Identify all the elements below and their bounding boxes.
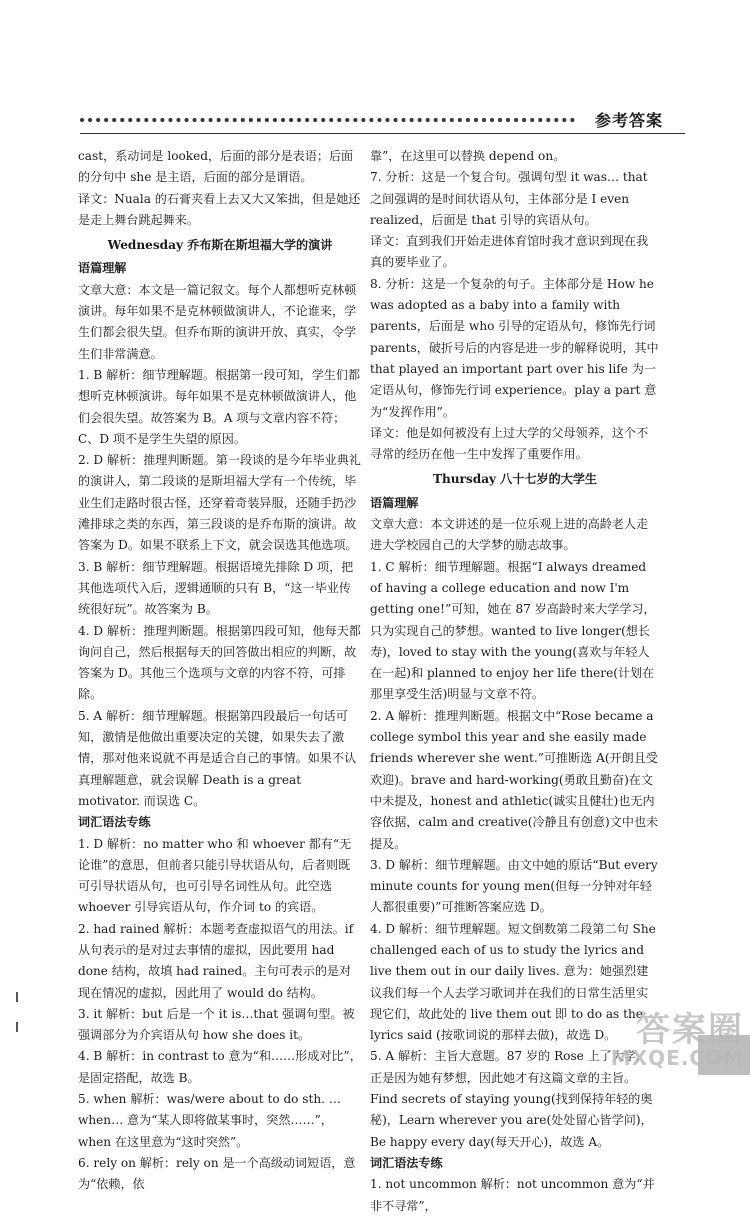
answer-paragraph: 5. A 解析：主旨大意题。87 岁的 Rose 上了大学，正是因为她有梦想，因此她才有这篇文章的主旨。Find secrets of staying young(找到保持年轻的奥秘)，Learn wherever you are(处处留心皆学问)，Be happy every day(每天开心)，故选 A。 — [370, 1049, 653, 1149]
section-heading: 语篇理解 — [370, 495, 419, 510]
watermark-text: 答案圈 — [636, 1010, 744, 1050]
answer-paragraph: 4. D 解析：推理判断题。根据第四段可知，他每天都询问自己，然后根据每天的回答做出相应的判断，故答案为 D。其他三个选项与文章的内容不符，可排除。 — [78, 623, 361, 702]
answer-paragraph: 1. D 解析：no matter who 和 whoever 都有“无论谁”的意思，但前者只能引导状语从句，后者则既可引导状语从句，也可引导名词性从句。此空选 whoever 引导宾语从句，作介词 to 的宾语。 — [78, 836, 352, 915]
answer-paragraph: 2. had rained 解析：本题考查虚拟语气的用法。if 从句表示的是对过去事情的虚拟，因此要用 had done 结构，故填 had rained。主句可表示的是对现在情况的虚拟，因此用了 would do 结构。 — [78, 921, 354, 1000]
section-heading: 语篇理解 — [78, 261, 127, 276]
margin-mark — [16, 992, 18, 1002]
answer-paragraph: 5. when 解析：was/were about to do sth. … when… 意为“某人即将做某事时，突然……”，when 在这里意为“这时突然”。 — [78, 1092, 341, 1149]
answer-paragraph: 文章大意：本文是一篇记叙文。每个人都想听克林顿演讲。每年如果不是克林顿做演讲人，不论谁来，学生们都会很失望。但乔布斯的演讲开放、真实，令学生们非常满意。 — [78, 282, 357, 361]
watermark-logo — [594, 1010, 744, 1073]
answer-paragraph: 1. not uncommon 解析：not uncommon 意为“并非不寻常”， — [370, 1177, 655, 1213]
answer-paragraph: 3. B 解析：细节理解题。根据语境先排除 D 项，把其他选项代入后，逻辑通顺的只有 B，“这一毕业传统很好玩”。故答案为 B。 — [78, 559, 354, 617]
answer-paragraph: 译文：直到我们开始走进体育馆时我才意识到现在我真的要毕业了。 — [370, 234, 649, 270]
section-heading: 词汇语法专练 — [78, 815, 151, 830]
answer-paragraph: 4. B 解析：in contrast to 意为“和……形成对比”，是固定搭配，故选 B。 — [78, 1049, 362, 1085]
section-title: Thursday 八十七岁的大学生 — [432, 472, 598, 487]
answer-paragraph: 1. C 解析：细节理解题。根据“I always dreamed of having a college education and now I'm getting one!”可知，她在 87 岁高龄时来大学学习，只为实现自己的梦想。wanted to live longer(想长寿)，loved to stay with the young(喜欢与年轻人在一起)和 planned to enjoy her life there(计划在那里享受生活)明显与文章不符。 — [370, 559, 656, 702]
answer-paragraph: 8. 分析：这是一个复杂的句子。主体部分是 How he was adopted as a baby into a family with parents，后面是 who 引导的定语从句，修饰先行词 parents，破折号后的内容是进一步的解释说明，其中 that played an important part over his life 为一定语从句，修饰先行词 experience。play a part 意为“发挥作用”。 — [370, 276, 659, 419]
answer-paragraph: 2. D 解析：推理判断题。第一段谈的是今年毕业典礼的演讲人，第二段谈的是斯坦福大学有一个传统，毕业生们走路时很古怪，还穿着奇装异服，还随手扔沙滩排球之类的东西，第三段谈的是乔布斯的演讲。故答案为 D。如果不联系上下文，就会误选其他选项。 — [78, 453, 361, 553]
watermark-url: MXQE.COM — [610, 1046, 744, 1070]
answer-paragraph: 7. 分析：这是一个复合句。强调句型 it was… that 之间强调的是时间状语从句，主体部分是 I even realized，后面是 that 引导的宾语从句。 — [370, 170, 648, 227]
answer-paragraph: cast，系动词是 looked，后面的部分是表语；后面的分句中 she 是主语，后面的部分是谓语。 — [78, 149, 354, 185]
answer-paragraph: 6. rely on 解析：rely on 是一个高级动词短语，意为“依赖，依 — [78, 1155, 356, 1192]
section-heading: 词汇语法专练 — [370, 1155, 443, 1170]
answer-paragraph: 2. A 解析：推理判断题。根据文中“Rose became a college symbol this year and she easily made friends wherever she went.”可推断选 A(开朗且受欢迎)。brave and hard-working(勇敢且勤奋)在文中未提及，honest and athletic(诚实且健壮)也无内容依据，calm and creative(冷静且有创意)文中也未提及。 — [370, 708, 659, 851]
answer-paragraph: 4. D 解析：细节理解题。短文倒数第二段第二句 She challenged each of us to study the lyrics and live them out in our daily lives. 意为：她强烈建议我们每一个人去学习歌词并在我们的日常生活里实现它们，故此处的 live them out 即 to do as the lyrics said (按歌词说的那样去做)，故选 D。 — [370, 921, 656, 1043]
answer-paragraph: 靠”，在这里可以替换 depend on。 — [370, 149, 566, 163]
answer-paragraph: 3. it 解析：but 后是一个 it is…that 强调句型。被强调部分为介宾语从句 how she does it。 — [78, 1006, 355, 1043]
margin-mark — [16, 1022, 18, 1032]
answer-paragraph: 译文：他是如何被没有上过大学的父母领养，这个不寻常的经历在他一生中发挥了重要作用。 — [370, 425, 649, 462]
header-rule — [80, 133, 685, 134]
answer-paragraph: 3. D 解析：细节理解题。由文中她的原话“But every minute counts for young men(但每一分钟对年轻人都很重要)”可推断答案应选 D。 — [370, 857, 658, 915]
answer-paragraph: 译文：Nuala 的石膏夹看上去又大又笨拙，但是她还是走上舞台跳起舞来。 — [78, 191, 361, 227]
answer-paragraph: 1. B 解析：细节理解题。根据第一段可知，学生们都想听克林顿演讲。每年如果不是克林顿做演讲人，他们会很失望。故答案为 B。A 项与文章内容不符；C、D 项不是学生失望的原因。 — [78, 367, 361, 446]
section-title: Wednesday 乔布斯在斯坦福大学的演讲 — [107, 238, 333, 253]
page-header-title: 参考答案 — [595, 111, 664, 130]
answer-paragraph: 5. A 解析：细节理解题。根据第四段最后一句话可知，激情是他做出重要决定的关键，如果失去了激情，那对他来说就不再是适合自己的事情。如果不认真理解题意，就会误解 Death is a great motivator. 而误选 C。 — [78, 708, 357, 808]
answer-paragraph: 文章大意：本文讲述的是一位乐观上进的高龄老人走进大学校园自己的大学梦的励志故事。 — [370, 517, 649, 553]
left-column — [78, 146, 362, 1196]
header-dotted-line — [80, 118, 575, 122]
